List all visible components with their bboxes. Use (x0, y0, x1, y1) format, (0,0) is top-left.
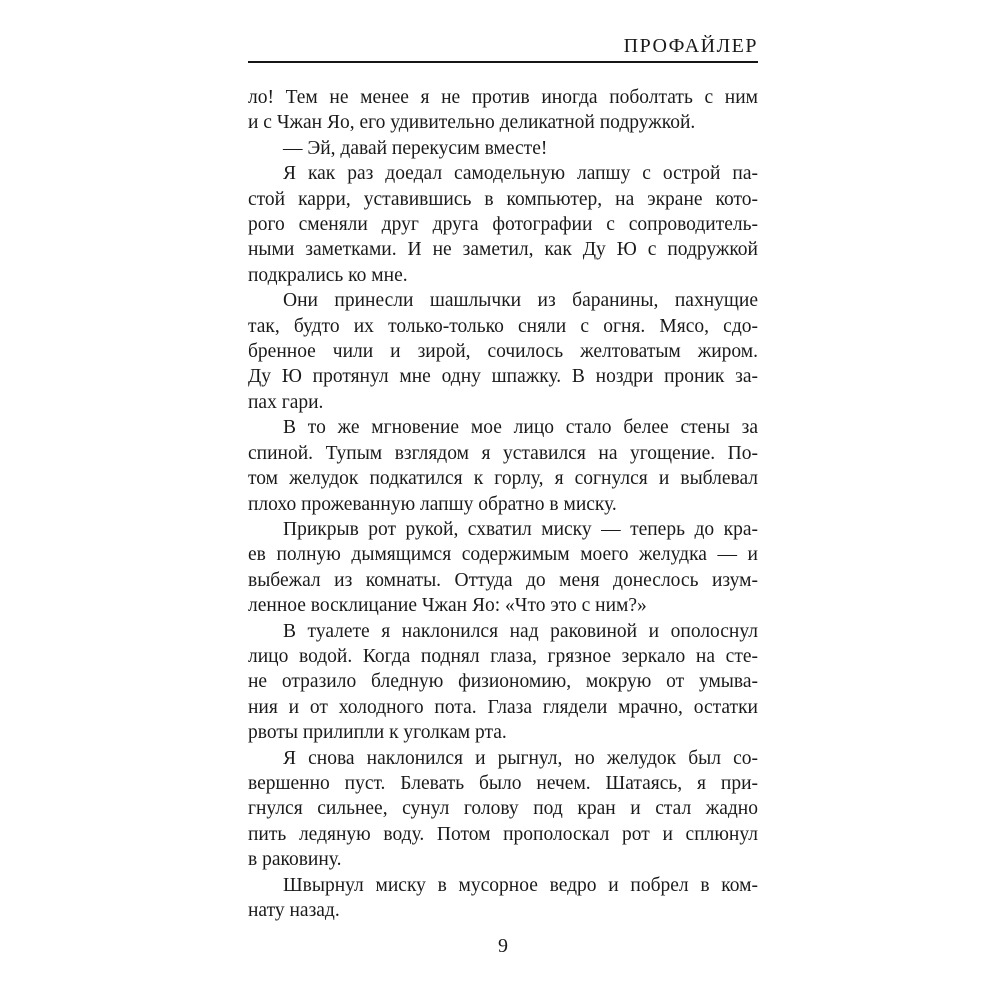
text-line: пить ледяную воду. Потом прополоскал рот и сплюнул (248, 823, 758, 845)
text-line: стой карри, уставившись в компьютер, на экране кото- (248, 188, 758, 210)
text-line: и с Чжан Яо, его удивительно деликатной подружкой. (248, 112, 696, 134)
text-line: Ду Ю протянул мне одну шпажку. В ноздри проник за- (248, 366, 758, 388)
text-line: Они принесли шашлычки из баранины, пахнущие (283, 290, 758, 312)
text-line: В туалете я наклонился над раковиной и ополоснул (283, 620, 758, 642)
text-line: ло! Тем не менее я не против иногда поболтать с ним (248, 87, 758, 108)
text-line: ными заметками. И не заметил, как Ду Ю с подружкой (248, 239, 758, 261)
text-line: в раковину. (248, 849, 342, 871)
body-text (248, 85, 758, 923)
text-line: бренное чили и зирой, сочилось желтоватым жиром. (248, 341, 758, 363)
text-line: подкрались ко мне. (248, 264, 408, 286)
text-line: гнулся сильнее, сунул голову под кран и стал жадно (248, 798, 758, 820)
header-rule (248, 61, 758, 63)
text-line: ния и от холодного пота. Глаза глядели мрачно, остатки (248, 696, 758, 718)
text-line: рвоты прилипли к уголкам рта. (248, 722, 507, 744)
text-line: Швырнул миску в мусорное ведро и побрел в ком- (283, 874, 758, 896)
text-line: том желудок подкатился к горлу, я согнулся и выблевал (248, 468, 758, 490)
text-line: нату назад. (248, 900, 340, 921)
text-line: спиной. Тупым взглядом я уставился на угощение. По- (248, 442, 758, 464)
text-line: ев полную дымящимся содержимым моего желудка — и (248, 544, 758, 566)
text-line: не отразило бледную физиономию, мокрую от умыва- (248, 671, 758, 693)
text-line: Я как раз доедал самодельную лапшу с острой па- (283, 163, 758, 185)
text-line: Прикрыв рот рукой, схватил миску — теперь до кра- (283, 518, 758, 540)
text-line: так, будто их только-только сняли с огня. Мясо, сдо- (248, 315, 758, 337)
text-line: — Эй, давай перекусим вместе! (283, 137, 548, 159)
running-header: ПРОФАЙЛЕР (623, 35, 758, 57)
text-line: вершенно пуст. Блевать было нечем. Шатаясь, я при- (248, 772, 758, 794)
text-line: рого сменяли друг друга фотографии с сопроводитель- (248, 214, 758, 236)
text-line: ленное восклицание Чжан Яо: «Что это с ним?» (248, 595, 647, 617)
text-column (248, 36, 758, 958)
text-line: лицо водой. Когда поднял глаза, грязное зеркало на сте- (248, 645, 758, 667)
text-line: плохо прожеванную лапшу обратно в миску. (248, 493, 617, 515)
text-line: выбежал из комнаты. Оттуда до меня донеслось изум- (248, 569, 758, 591)
text-line: В то же мгновение мое лицо стало белее стены за (283, 417, 758, 439)
text-line: Я снова наклонился и рыгнул, но желудок был со- (283, 747, 758, 769)
text-line: пах гари. (248, 391, 324, 413)
page-number: 9 (498, 935, 508, 958)
